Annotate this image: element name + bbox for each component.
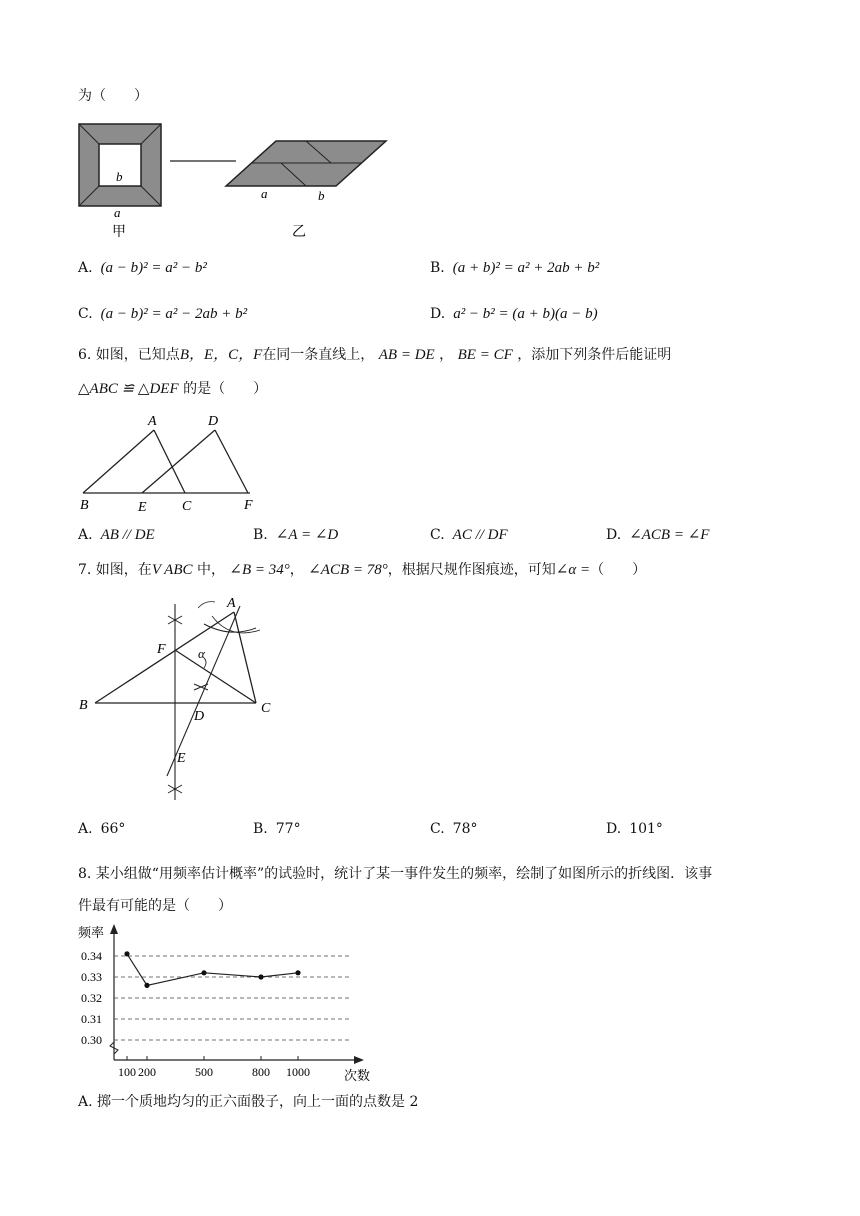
data-point: [295, 970, 300, 975]
chart-grid: [114, 956, 352, 1040]
q6-point-f: F: [244, 498, 253, 513]
x-axis-label: 次数: [344, 1068, 371, 1083]
y-tick-label: 0.30: [81, 1033, 102, 1047]
chart-series: [124, 951, 300, 988]
q5-stem-tail: 为（ ）: [78, 88, 148, 104]
y-tick-label: 0.32: [81, 991, 102, 1005]
x-tick-label: 500: [195, 1065, 213, 1079]
q8-line-chart: [74, 922, 374, 1086]
series-line: [127, 954, 298, 986]
option-text: (a + b)² = a² + 2ab + b²: [452, 260, 600, 276]
jia-label-b: b: [116, 169, 123, 184]
chart-y-ticks: [81, 949, 102, 1047]
option-label: C.: [430, 821, 445, 837]
yi-label-b: b: [318, 188, 325, 203]
option-text: 66°: [100, 821, 126, 837]
data-point: [258, 974, 263, 979]
q7-option-c[interactable]: [430, 818, 478, 840]
q5-option-d[interactable]: [430, 303, 598, 325]
option-text: ∠ACB = ∠F: [629, 527, 710, 543]
option-label: C.: [78, 306, 93, 322]
data-point: [144, 983, 149, 988]
q8-option-a[interactable]: A. 掷一个质地均匀的正六面骰子，向上一面的点数是 2: [78, 1094, 419, 1110]
q7-point-d: D: [194, 709, 205, 724]
q7-point-e: E: [177, 751, 186, 766]
y-tick-label: 0.33: [81, 970, 102, 984]
q7-option-b[interactable]: [253, 818, 301, 840]
jia-label: 甲: [112, 225, 126, 240]
option-text: AC // DF: [452, 527, 508, 543]
x-tick-label: 100: [118, 1065, 136, 1079]
q5-option-c[interactable]: [78, 303, 247, 325]
q6-stem-line2: △ABC ≌ △DEF 的是（ ）: [78, 381, 268, 397]
q7-figure: [70, 590, 290, 805]
q6-point-a: A: [148, 414, 157, 429]
option-label: D.: [430, 306, 446, 322]
q8-stem-line2: 件最有可能的是（ ）: [78, 898, 232, 914]
q5-option-a[interactable]: [78, 257, 207, 279]
option-text: AB // DE: [100, 527, 155, 543]
option-label: A.: [78, 527, 93, 543]
q6-option-a[interactable]: [78, 524, 155, 546]
q7-alpha: α: [198, 646, 205, 661]
option-label: C.: [430, 527, 445, 543]
option-text: 78°: [452, 821, 478, 837]
x-axis-arrow: [354, 1056, 364, 1064]
data-point: [201, 970, 206, 975]
q7-point-b: B: [79, 698, 88, 713]
option-label: A.: [78, 260, 93, 276]
jia-label-a: a: [114, 205, 121, 220]
option-label: B.: [430, 260, 445, 276]
q7-option-a[interactable]: [78, 818, 125, 840]
x-tick-label: 200: [138, 1065, 156, 1079]
q6-option-b[interactable]: [253, 524, 338, 546]
option-label: B.: [253, 527, 268, 543]
x-tick-label: 1000: [286, 1065, 310, 1079]
q6-point-e: E: [138, 500, 147, 515]
option-label: D.: [606, 821, 622, 837]
q7-point-c: C: [261, 701, 271, 716]
option-text: a² − b² = (a + b)(a − b): [453, 306, 598, 322]
option-text: (a − b)² = a² − b²: [100, 260, 207, 276]
q8-stem-line1: 8. 某小组做“用频率估计概率”的试验时，统计了某一事件发生的频率，绘制了如图所示的折线图．该事: [78, 866, 713, 882]
q6-option-d[interactable]: [606, 524, 709, 546]
x-tick-label: 800: [252, 1065, 270, 1079]
yi-label: 乙: [292, 225, 306, 240]
option-label: A.: [78, 821, 93, 837]
q7-stem: 7. 如图，在V ABC 中， ∠B = 34°， ∠ACB = 78°，根据尺规作图痕迹，可知∠α =（ ）: [78, 562, 647, 578]
q7-point-f: F: [157, 642, 166, 657]
q6-point-b: B: [80, 498, 89, 513]
q6-point-c: C: [182, 499, 192, 514]
q5-option-b[interactable]: [430, 257, 599, 279]
option-label: B.: [253, 821, 268, 837]
y-tick-label: 0.31: [81, 1012, 102, 1026]
q6-point-d: D: [208, 414, 219, 429]
q6-stem-line1: 6. 如图，已知点B，E，C，F在同一条直线上， AB = DE ， BE = CF ，添加下列条件后能证明: [78, 347, 672, 363]
q7-option-d[interactable]: [606, 818, 663, 840]
q6-option-c[interactable]: [430, 524, 508, 546]
data-point: [124, 951, 129, 956]
q7-point-a: A: [227, 596, 236, 611]
option-text: (a − b)² = a² − 2ab + b²: [100, 306, 248, 322]
y-axis-arrow: [110, 924, 118, 934]
option-label: D.: [606, 527, 622, 543]
option-text: 77°: [275, 821, 301, 837]
y-axis-label: 频率: [78, 925, 105, 940]
option-text: ∠A = ∠D: [275, 527, 339, 543]
y-tick-label: 0.34: [81, 949, 102, 963]
option-text: 101°: [629, 821, 663, 837]
q5-figure: [70, 115, 410, 245]
yi-label-a: a: [261, 186, 268, 201]
q6-figure: [70, 408, 270, 518]
